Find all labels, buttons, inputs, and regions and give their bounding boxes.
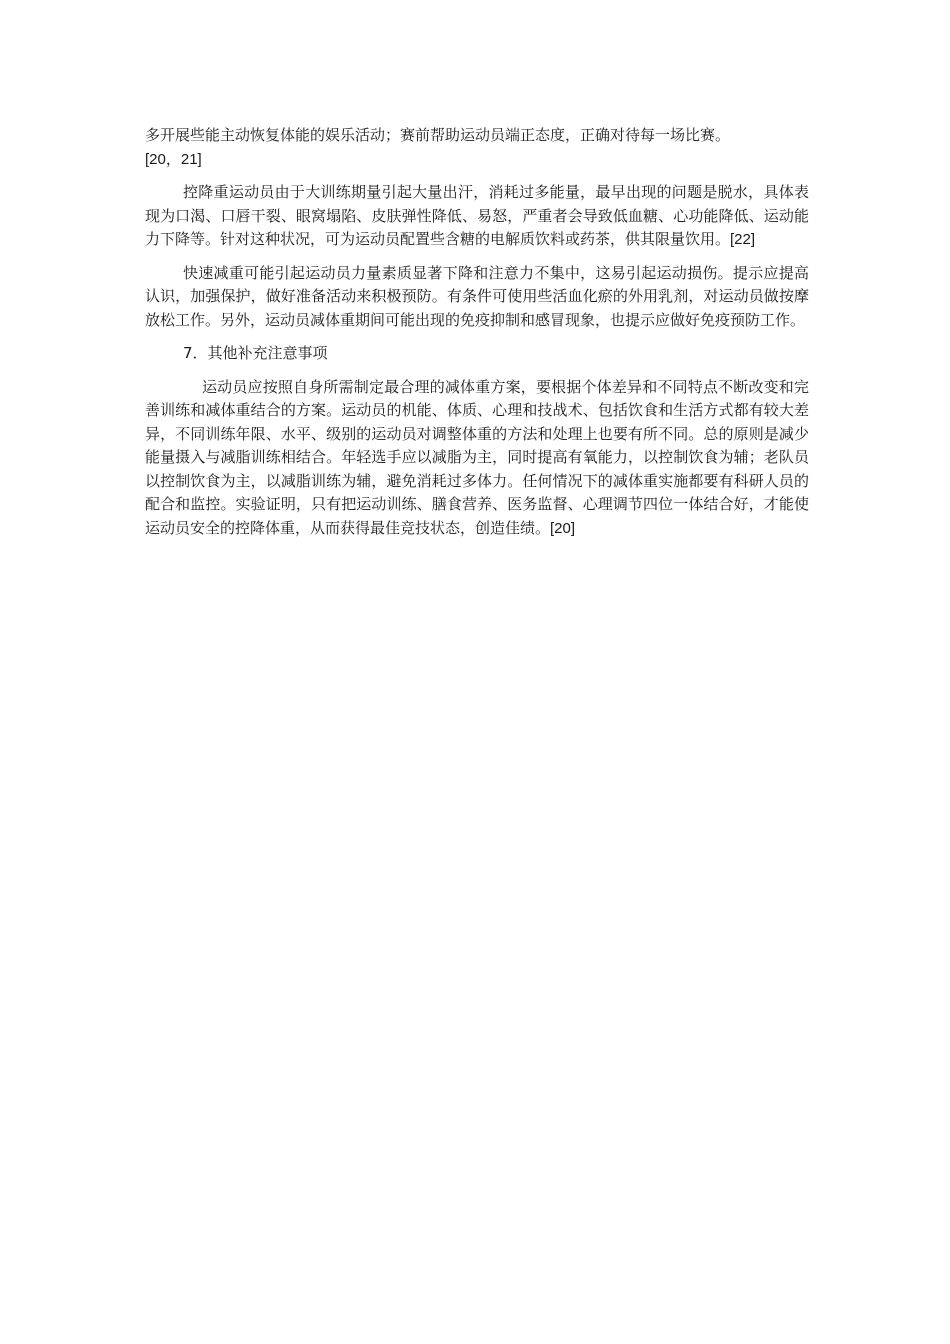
paragraph-1-text: 多开展些能主动恢复体能的娱乐活动；赛前帮助运动员端正态度，正确对待每一场比赛。: [145, 126, 731, 144]
document-body: [145, 124, 809, 550]
section-heading: 7．其他补充注意事项: [183, 344, 328, 362]
paragraph-1: [145, 124, 809, 171]
paragraph-1-citation: [20，21]: [145, 150, 202, 168]
paragraph-3: [145, 262, 809, 333]
paragraph-2-citation: [22]: [730, 231, 756, 248]
paragraph-2: [145, 181, 809, 252]
paragraph-4-text: 运动员应按照自身所需制定最合理的减体重方案，要根据个体差异和不同特点不断改变和完善训练和减体重结合的方案。运动员的机能、体质、心理和技战术、包括饮食和生活方式都有较大差异，不同训练年限、水平、级别的运动员对调整体重的方法和处理上也要有所不同。总的原则是减少能量摄入与减脂训练相结合。年轻选手应以减脂为主，同时提高有氧能力，以控制饮食为辅；老队员以控制饮食为主，以减脂训练为辅，避免消耗过多体力。任何情况下的减体重实施都要有科研人员的配合和监控。实验证明，只有把运动训练、膳食营养、医务监督、心理调节四位一体结合好，才能使运动员安全的控降体重，从而获得最佳竞技状态，创造佳绩。: [145, 377, 809, 537]
paragraph-3-text: 快速减重可能引起运动员力量素质显著下降和注意力不集中，这易引起运动损伤。提示应提高认识，加强保护，做好准备活动来积极预防。有条件可使用些活血化瘀的外用乳剂，对运动员做按摩放松工作。另外，运动员减体重期间可能出现的免疫抑制和感冒现象，也提示应做好免疫预防工作。: [145, 263, 809, 329]
paragraph-4-citation: [20]: [550, 519, 576, 537]
paragraph-2-text: 控降重运动员由于大训练期量引起大量出汗，消耗过多能量，最早出现的问题是脱水，具体表现为口渴、口唇干裂、眼窝塌陷、皮肤弹性降低、易怒，严重者会导致低血糖、心功能降低、运动能力下降等。针对这种状况，可为运动员配置些含糖的电解质饮料或药茶，供其限量饮用。: [145, 183, 809, 248]
paragraph-4: [145, 376, 809, 541]
